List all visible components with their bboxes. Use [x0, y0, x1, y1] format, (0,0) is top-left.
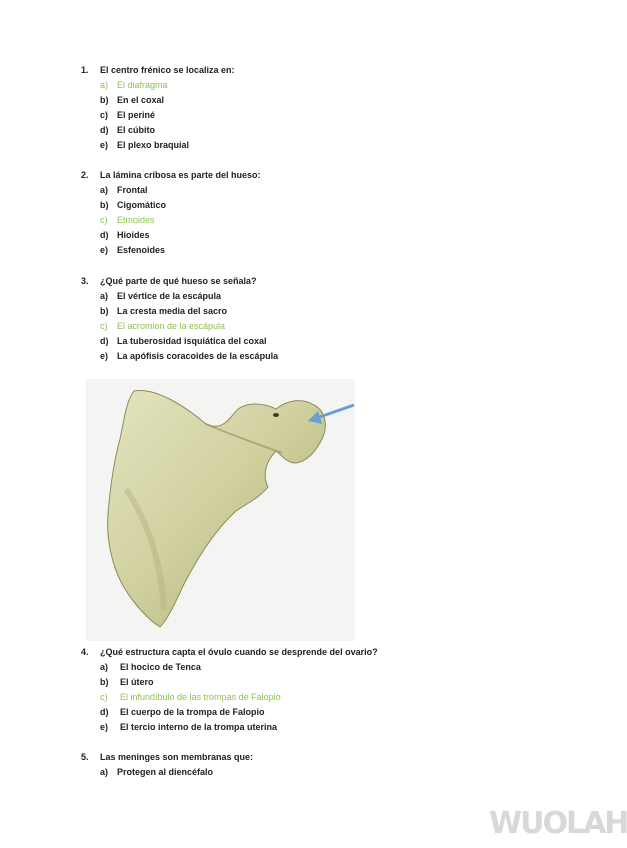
- wuolah-watermark: WUOLAH: [489, 806, 627, 841]
- option-letter: b): [100, 95, 109, 105]
- option-letter: b): [100, 200, 109, 210]
- question-5-header: [81, 750, 253, 765]
- option-d: [81, 123, 235, 138]
- option-d: [81, 228, 261, 243]
- option-letter: a): [100, 767, 109, 777]
- question-1-header: [81, 63, 235, 78]
- option-letter: a): [100, 662, 109, 672]
- option-text: El vértice de la escápula: [117, 291, 222, 301]
- option-b: [81, 93, 235, 108]
- question-4-header: [81, 645, 378, 660]
- question-3: [81, 274, 278, 364]
- question-number: 4.: [81, 647, 89, 657]
- question-2: [81, 168, 261, 258]
- option-text: El plexo braquial: [117, 140, 190, 150]
- question-number: 5.: [81, 752, 89, 762]
- question-1: [81, 63, 235, 153]
- option-c-correct: [81, 319, 278, 334]
- option-letter: b): [100, 677, 109, 687]
- question-text: Las meninges son membranas que:: [100, 752, 254, 762]
- option-text: Protegen al diencéfalo: [117, 767, 214, 777]
- option-text: En el coxal: [117, 95, 165, 105]
- question-number: 3.: [81, 276, 89, 286]
- option-text: El periné: [117, 110, 156, 120]
- option-b: [81, 304, 278, 319]
- option-text: La tuberosidad isquiática del coxal: [117, 336, 267, 346]
- question-2-header: [81, 168, 261, 183]
- option-a: [81, 660, 378, 675]
- option-letter: a): [100, 291, 109, 301]
- option-letter: d): [100, 125, 109, 135]
- question-text: ¿Qué estructura capta el óvulo cuando se desprende del ovario?: [100, 647, 378, 657]
- option-text: El infundíbulo de las trompas de Falopio: [120, 692, 281, 702]
- option-letter: a): [100, 80, 109, 90]
- question-text: ¿Qué parte de qué hueso se señala?: [100, 276, 257, 286]
- option-d: [81, 334, 278, 349]
- question-text: El centro frénico se localiza en:: [100, 65, 235, 75]
- question-3-header: [81, 274, 278, 289]
- option-text: Hioides: [117, 230, 150, 240]
- option-e: [81, 349, 278, 364]
- option-letter: d): [100, 707, 109, 717]
- option-letter: a): [100, 185, 109, 195]
- option-letter: e): [100, 351, 109, 361]
- option-text: El cúbito: [117, 125, 155, 135]
- option-letter: d): [100, 230, 109, 240]
- option-c-correct: [81, 213, 261, 228]
- option-text: El tercio interno de la trompa uterina: [120, 722, 278, 732]
- option-letter: b): [100, 306, 109, 316]
- option-c-correct: [81, 690, 378, 705]
- option-text: Cigomático: [117, 200, 167, 210]
- option-letter: e): [100, 245, 109, 255]
- option-b: [81, 198, 261, 213]
- option-letter: c): [100, 215, 108, 225]
- option-a: [81, 289, 278, 304]
- option-e: [81, 138, 235, 153]
- option-a: [81, 765, 253, 780]
- option-letter: e): [100, 722, 109, 732]
- option-text: Esfenoides: [117, 245, 166, 255]
- option-a: [81, 183, 261, 198]
- option-a-correct: [81, 78, 235, 93]
- option-letter: e): [100, 140, 109, 150]
- option-text: Etmoides: [117, 215, 155, 225]
- question-5: [81, 750, 253, 780]
- question-number: 1.: [81, 65, 89, 75]
- option-c: [81, 108, 235, 123]
- option-text: El útero: [120, 677, 154, 687]
- scapula-figure: [86, 379, 355, 641]
- option-text: La apófisis coracoides de la escápula: [117, 351, 279, 361]
- option-letter: d): [100, 336, 109, 346]
- question-text: La lámina cribosa es parte del hueso:: [100, 170, 261, 180]
- option-b: [81, 675, 378, 690]
- question-4: [81, 645, 378, 735]
- scapula-illustration: [86, 379, 355, 641]
- option-text: El acromion de la escápula: [117, 321, 226, 331]
- option-text: La cresta media del sacro: [117, 306, 228, 316]
- option-text: El cuerpo de la trompa de Falopio: [120, 707, 265, 717]
- option-letter: c): [100, 110, 109, 120]
- scapula-notch: [273, 413, 279, 417]
- option-text: El hocico de Tenca: [120, 662, 201, 672]
- option-e: [81, 243, 261, 258]
- option-text: El diafragma: [117, 80, 168, 90]
- option-letter: c): [100, 321, 108, 331]
- option-e: [81, 720, 378, 735]
- option-letter: c): [100, 692, 108, 702]
- option-text: Frontal: [117, 185, 148, 195]
- question-number: 2.: [81, 170, 89, 180]
- option-d: [81, 705, 378, 720]
